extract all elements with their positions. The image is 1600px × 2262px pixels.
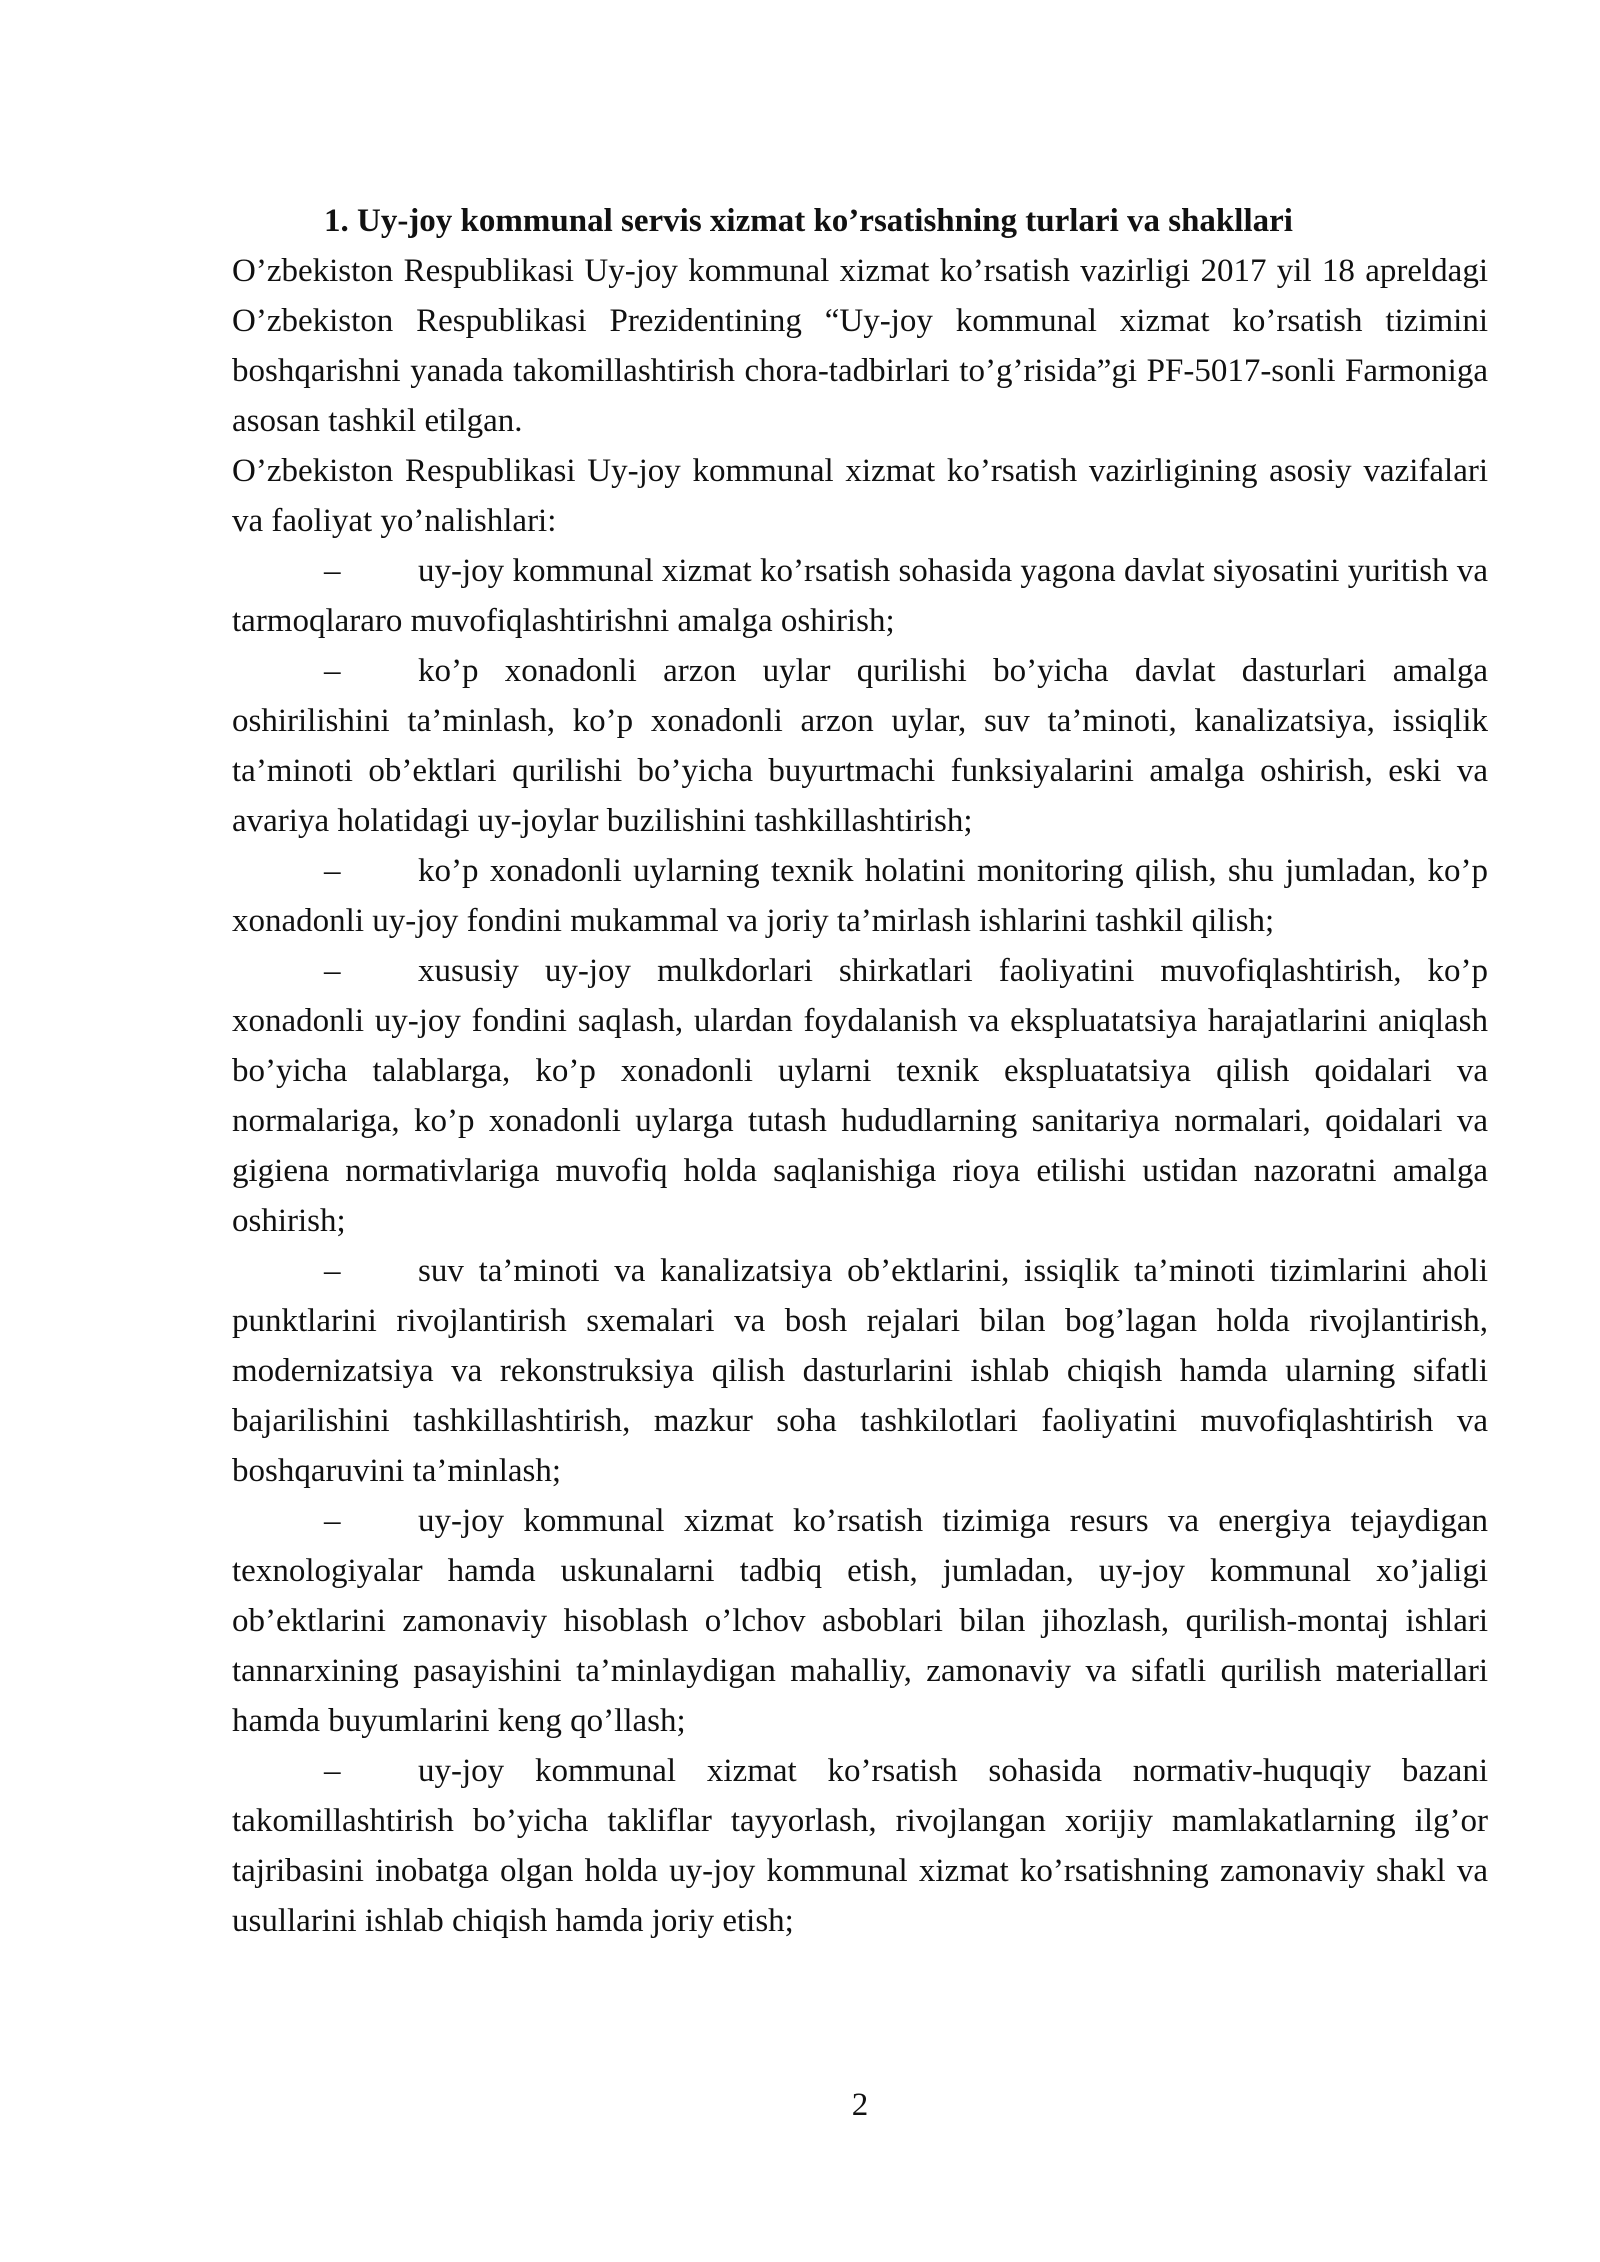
list-dash: – — [324, 1253, 341, 1289]
list-item-text: ko’p xonadonli uylarning texnik holatini monitoring qilish, shu jumladan, ko’p xonadonli uy-joy fondini mukammal va joriy ta’mirlash ishlarini tashkil qilish; — [232, 853, 1488, 939]
list-dash: – — [324, 1753, 341, 1789]
section-heading: 1. Uy-joy kommunal servis xizmat ko’rsatishning turlari va shakllari — [324, 203, 1293, 239]
list-item-text: xususiy uy-joy mulkdorlari shirkatlari faoliyatini muvofiqlashtirish, ko’p xonadonli uy-joy fondini saqlash, ulardan foydalanish va ekspluatatsiya harajatlarini aniqlash bo’yicha talablarga, ko’p xonadonli uylarni texnik ekspluatatsiya qilish qoidalari va normalariga, ko’p xonadonli uylarga tutash hududlarning sanitariya normalari, qoidalari va gigiena normativlariga muvofiq holda saqlanishiga rioya etilishi ustidan nazoratni amalga oshirish; — [232, 953, 1488, 1239]
intro-paragraph: O’zbekiston Respublikasi Uy-joy kommunal xizmat ko’rsatish vazirligi 2017 yil 18 apreldagi O’zbekiston Respublikasi Prezidentining “Uy-joy kommunal xizmat ko’rsatish tizimini boshqarishni yanada takomillashtirish chora-tadbirlari to’g’risida”gi PF-5017-sonli Farmoniga asosan tashkil etilgan. — [232, 253, 1488, 439]
list-dash: – — [324, 953, 341, 989]
list-item-text: suv ta’minoti va kanalizatsiya ob’ektlarini, issiqlik ta’minoti tizimlarini aholi punktlarini rivojlantirish sxemalari va bosh rejalari bilan bog’lagan holda rivojlantirish, modernizatsiya va rekonstruksiya qilish dasturlarini ishlab chiqish hamda ularning sifatli bajarilishini tashkillashtirish, mazkur soha tashkilotlari faoliyatini muvofiqlashtirish va boshqaruvini ta’minlash; — [232, 1253, 1488, 1489]
list-item-text: uy-joy kommunal xizmat ko’rsatish sohasida yagona davlat siyosatini yuritish va tarmoqlararo muvofiqlashtirishni amalga oshirish; — [232, 553, 1488, 639]
tasks-list — [232, 546, 1488, 1946]
list-item — [232, 546, 1488, 646]
list-item-text: uy-joy kommunal xizmat ko’rsatish sohasida normativ-huquqiy bazani takomillashtirish bo’yicha takliflar tayyorlash, rivojlangan xorijiy mamlakatlarning ilg’or tajribasini inobatga olgan holda uy-joy kommunal xizmat ko’rsatishning zamonaviy shakl va usullarini ishlab chiqish hamda joriy etish; — [232, 1753, 1488, 1939]
list-dash: – — [324, 553, 341, 589]
tasks-intro-paragraph: O’zbekiston Respublikasi Uy-joy kommunal xizmat ko’rsatish vazirligining asosiy vazifalari va faoliyat yo’nalishlari: — [232, 453, 1488, 539]
list-item — [232, 1246, 1488, 1496]
page-number: 2 — [851, 2087, 869, 2123]
list-item — [232, 646, 1488, 846]
list-item — [232, 1746, 1488, 1946]
list-dash: – — [324, 1503, 341, 1539]
document-body — [232, 196, 1488, 1946]
list-item — [232, 946, 1488, 1246]
list-dash: – — [324, 853, 341, 889]
list-item-text: uy-joy kommunal xizmat ko’rsatish tizimiga resurs va energiya tejaydigan texnologiyalar hamda uskunalarni tadbiq etish, jumladan, uy-joy kommunal xo’jaligi ob’ektlarini zamonaviy hisoblash o’lchov asboblari bilan jihozlash, qurilish-montaj ishlari tannarxining pasayishini ta’minlaydigan mahalliy, zamonaviy va sifatli qurilish materiallari hamda buyumlarini keng qo’llash; — [232, 1503, 1488, 1739]
list-dash: – — [324, 653, 341, 689]
list-item — [232, 846, 1488, 946]
list-item — [232, 1496, 1488, 1746]
list-item-text: ko’p xonadonli arzon uylar qurilishi bo’yicha davlat dasturlari amalga oshirilishini ta’minlash, ko’p xonadonli arzon uylar, suv ta’minoti, kanalizatsiya, issiqlik ta’minoti ob’ektlari qurilishi bo’yicha buyurtmachi funksiyalarini amalga oshirish, eski va avariya holatidagi uy-joylar buzilishini tashkillashtirish; — [232, 653, 1488, 839]
